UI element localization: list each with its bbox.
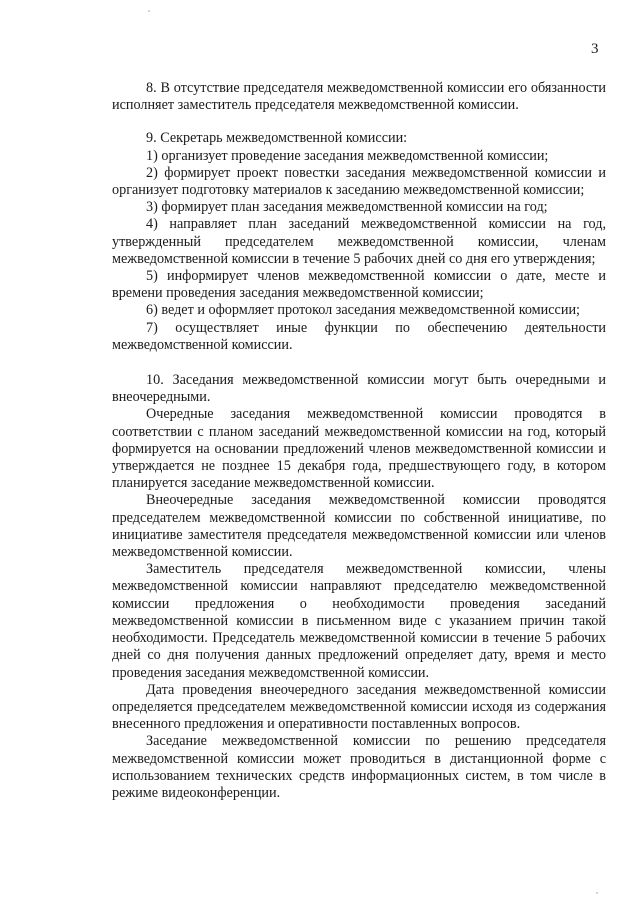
list-item-9-3: 3) формирует план заседания межведомственной комиссии на год; bbox=[146, 199, 548, 216]
paragraph-8: 8. В отсутствие председателя межведомственной комиссии его обязанности исполняет заместитель председателя межведомственной комиссии. bbox=[112, 80, 606, 114]
document-body bbox=[112, 80, 606, 802]
paragraph-9: 9. Секретарь межведомственной комиссии: bbox=[146, 130, 408, 147]
paragraph-10-extraordinary-meetings: Внеочередные заседания межведомственной комиссии проводятся председателем межведомственной комиссии по собственной инициативе, по инициативе заместителя председателя межведомственной комиссии или членов межведомственной комиссии. bbox=[112, 492, 606, 561]
list-item-9-5: 5) информирует членов межведомственной комиссии о дате, месте и времени проведения заседания межведомственной комиссии; bbox=[112, 268, 606, 302]
paragraph-10-remote-form: Заседание межведомственной комиссии по решению председателя межведомственной комиссии может проводиться в дистанционной форме с использованием технических средств информационных систем, в том числе в режиме видеоконференции. bbox=[112, 733, 606, 801]
scan-speck bbox=[596, 892, 598, 894]
paragraph-10-date: Дата проведения внеочередного заседания межведомственной комиссии определяется председателем межведомственной комиссии исходя из содержания внесенного предложения и оперативности поставленных вопросов. bbox=[112, 681, 606, 733]
list-item-9-2: 2) формирует проект повестки заседания межведомственной комиссии и организует подготовку материалов к заседанию межведомственной комиссии; bbox=[112, 164, 606, 199]
list-item-9-6: 6) ведет и оформляет протокол заседания межведомственной комиссии; bbox=[146, 302, 580, 319]
paragraph-10-proposals: Заместитель председателя межведомственной комиссии, члены межведомственной комиссии направляют председателю межведомственной комиссии предложения о необходимости проведения заседаний межведомственной комиссии в письменном виде с указанием причин такой необходимости. Председатель межведомственной комиссии в течение 5 рабочих дней со дня получения данных предложений определяет дату, время и место проведения заседания межведомственной комиссии. bbox=[112, 561, 606, 681]
page-number: 3 bbox=[591, 41, 599, 57]
list-item-9-1: 1) организует проведение заседания межведомственной комиссии; bbox=[146, 147, 549, 164]
scan-speck bbox=[148, 10, 150, 12]
paragraph-10: 10. Заседания межведомственной комиссии могут быть очередными и внеочередными. bbox=[112, 372, 606, 406]
list-item-9-7: 7) осуществляет иные функции по обеспечению деятельности межведомственной комиссии. bbox=[112, 319, 606, 353]
paragraph-10-regular-meetings: Очередные заседания межведомственной комиссии проводятся в соответствии с планом заседаний межведомственной комиссии на год, который формируется на основании предложений членов межведомственной комиссии и утверждается не позднее 15 декабря года, предшествующего году, в котором планируется заседание межведомственной комиссии. bbox=[112, 406, 606, 492]
list-item-9-4: 4) направляет план заседаний межведомственной комиссии на год, утвержденный председателем межведомственной комиссии, членам межведомственной комиссии в течение 5 рабочих дней со дня его утверждения; bbox=[112, 216, 606, 267]
